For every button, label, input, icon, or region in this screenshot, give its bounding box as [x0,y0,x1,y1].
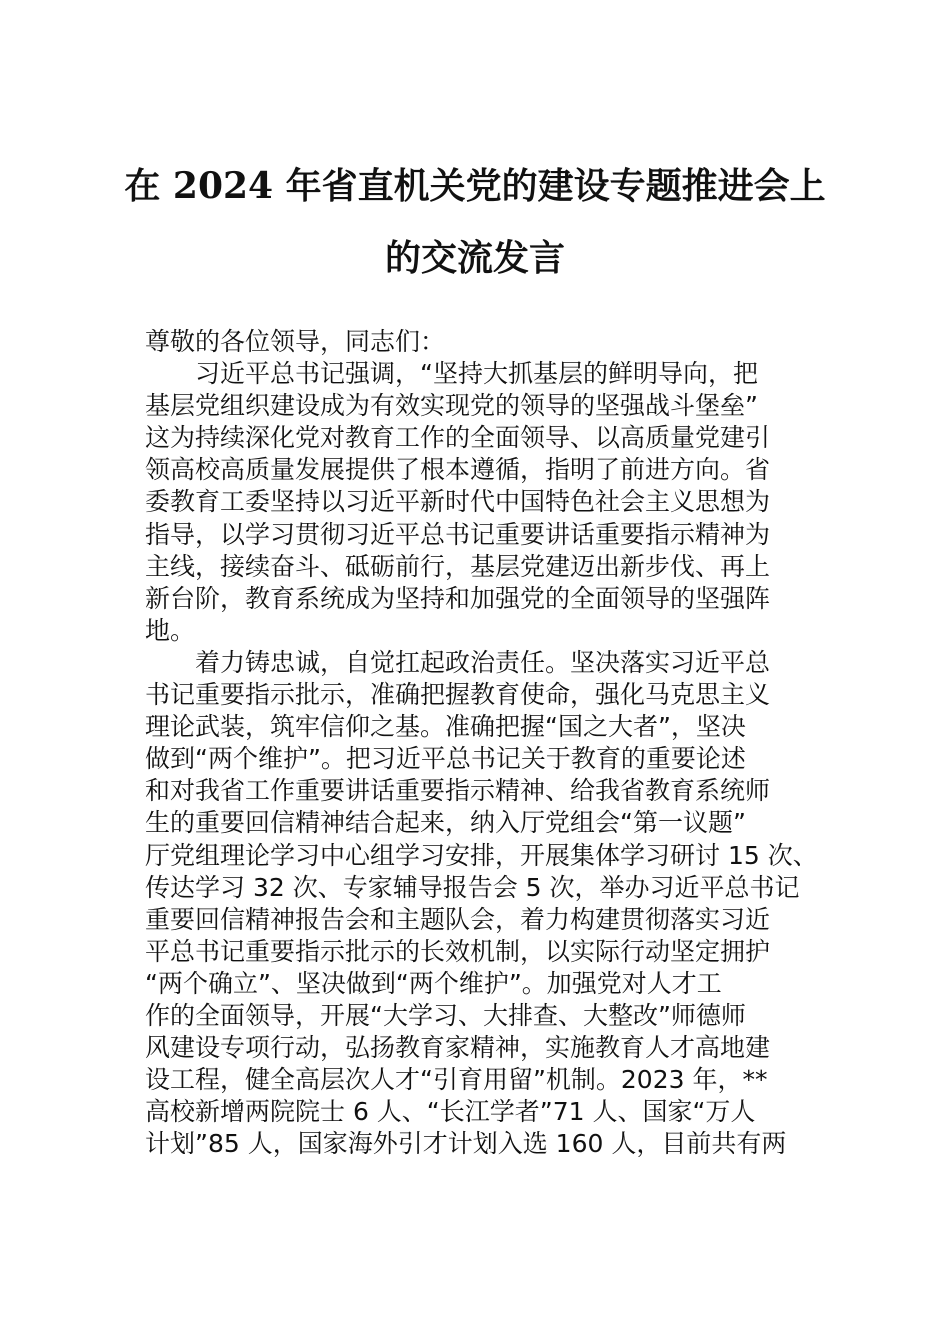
paragraph-1-line: 新台阶，教育系统成为坚持和加强党的全面领导的坚强阵 [145,583,771,613]
paragraph-1-line: 这为持续深化党对教育工作的全面领导、以高质量党建引 [145,423,771,453]
document-title-line-2: 的交流发言 [384,237,565,279]
paragraph-2-line: 和对我省工作重要讲话重要指示精神、给我省教育系统师 [145,776,771,806]
paragraph-2-line: 着力铸忠诚，自觉扛起政治责任。坚决落实习近平总 [195,647,771,677]
paragraph-2-line: 平总书记重要指示批示的长效机制，以实际行动坚定拥护 [145,936,771,966]
paragraph-2-line: “两个确立”、坚决做到“两个维护”。加强党对人才工 [145,968,722,998]
paragraph-2-line: 做到“两个维护”。把习近平总书记关于教育的重要论述 [145,744,746,774]
paragraph-2-line: 生的重要回信精神结合起来，纳入厅党组会“第一议题” [145,808,746,838]
paragraph-2-line: 作的全面领导，开展“大学习、大排查、大整改”师德师 [145,1000,746,1030]
paragraph-2-line: 理论武装，筑牢信仰之基。准确把握“国之大者”，坚决 [145,712,746,742]
paragraph-2-line: 厅党组理论学习中心组学习安排，开展集体学习研讨 15 次、 [145,840,818,870]
paragraph-2-line: 计划”85 人，国家海外引才计划入选 160 人，目前共有两 [145,1129,787,1159]
paragraph-2-line: 高校新增两院院士 6 人、“长江学者”71 人、国家“万人 [145,1097,756,1127]
paragraph-1-line: 主线，接续奋斗、砥砺前行，基层党建迈出新步伐、再上 [145,551,771,581]
paragraph-1-line: 地。 [145,615,196,645]
paragraph-1-line: 习近平总书记强调，“坚持大抓基层的鲜明导向，把 [195,359,758,389]
paragraph-1-line: 委教育工委坚持以习近平新时代中国特色社会主义思想为 [145,487,771,517]
document-body [145,326,845,1160]
paragraph-1-line: 基层党组织建设成为有效实现党的领导的坚强战斗堡垒” [145,391,758,421]
paragraph-2-line: 书记重要指示批示，准确把握教育使命，强化马克思主义 [145,680,771,710]
salutation: 尊敬的各位领导，同志们： [145,327,446,356]
paragraph-2-line: 设工程，健全高层次人才“引育用留”机制。2023 年，** [145,1065,768,1095]
document-title-line-1: 在 2024 年省直机关党的建设专题推进会上 [124,165,826,207]
paragraph-1-line: 领高校高质量发展提供了根本遵循，指明了前进方向。省 [145,455,771,485]
paragraph-2-line: 重要回信精神报告会和主题队会，着力构建贯彻落实习近 [145,904,771,934]
paragraph-2-line: 传达学习 32 次、专家辅导报告会 5 次，举办习近平总书记 [145,872,800,902]
paragraph-2-line: 风建设专项行动，弘扬教育家精神，实施教育人才高地建 [145,1033,771,1063]
paragraph-1-line: 指导，以学习贯彻习近平总书记重要讲话重要指示精神为 [145,519,771,549]
